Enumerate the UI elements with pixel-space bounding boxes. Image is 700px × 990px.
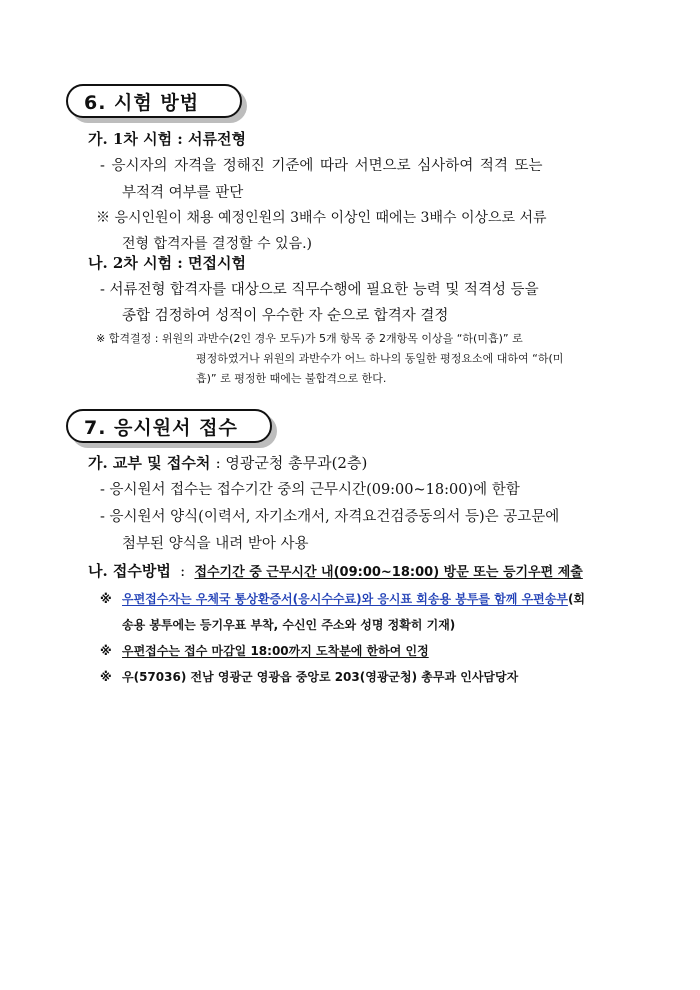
note-mark: ※: [100, 592, 112, 606]
section-6-na-note-1: ※ 합격결정 : 위원의 과반수(2인 경우 모두)가 5개 항목 중 2개항목 이상을 “하(미흡)” 로: [96, 332, 523, 345]
section-6-ga-note-2: 전형 합격자를 결정할 수 있음.): [122, 236, 313, 252]
section-7-ga-title-prefix: 가. 교부 및 접수처: [88, 454, 211, 472]
section-6-ga-title: 가. 1차 시험 : 서류전형: [88, 130, 247, 148]
section-7-note-3-text: 우(57036) 전남 영광군 영광읍 중앙로 203(영광군청) 총무과 인사담당자: [122, 670, 519, 684]
section-6-ga-note-1: ※ 응시인원이 채용 예정인원의 3배수 이상인 때에는 3배수 이상으로 서류: [96, 210, 547, 226]
section-7-header: [66, 409, 272, 443]
section-7-note-3: [100, 668, 518, 685]
section-7-ga-line-2: - 응시원서 양식(이력서, 자기소개서, 자격요건검증동의서 등)은 공고문에: [100, 509, 560, 525]
section-6-na-note-2: 평정하였거나 위원의 과반수가 어느 하나의 동일한 평정요소에 대하여 “하(미: [196, 352, 564, 365]
section-7-na-title-colon: :: [180, 562, 186, 580]
section-7-ga-title: [88, 452, 367, 473]
section-6-header: [66, 84, 242, 118]
section-7-title: 7. 응시원서 접수: [66, 409, 272, 443]
section-7-ga-line-1: - 응시원서 접수는 접수기간 중의 근무시간(09:00~18:00)에 한함: [100, 482, 520, 498]
section-7-note-1-tail: (회: [567, 592, 586, 606]
section-6-na-line-1: - 서류전형 합격자를 대상으로 직무수행에 필요한 능력 및 적격성 등을: [100, 282, 539, 298]
section-7-note-1: [100, 590, 585, 607]
section-6-na-line-2: 종합 검정하여 성적이 우수한 자 순으로 합격자 결정: [122, 308, 449, 324]
section-7-note-1-line-1: 우편접수자는 우체국 통상환증서(응시수수료)와 응시표 회송용 봉투를 함께 우편송부: [122, 592, 568, 606]
section-7-note-2: [100, 642, 429, 659]
section-7-na-title-value: 접수기간 중 근무시간 내(09:00~18:00) 방문 또는 등기우편 제출: [194, 565, 583, 580]
section-7-ga-line-3: 첨부된 양식을 내려 받아 사용: [122, 536, 309, 552]
section-6-na-note-3: 흡)” 로 평정한 때에는 불합격으로 한다.: [196, 372, 387, 385]
section-6-na-title: 나. 2차 시험 : 면접시험: [88, 254, 247, 272]
section-7-note-1-line-2: 송용 봉투에는 등기우표 부착, 수신인 주소와 성명 정확히 기재): [122, 618, 456, 632]
section-6-ga-line-1: - 응시자의 자격을 정해진 기준에 따라 서면으로 심사하여 적격 또는: [100, 158, 543, 174]
section-7-note-2-text: 우편접수는 접수 마감일 18:00까지 도착분에 한하여 인정: [122, 644, 429, 658]
section-6-ga-line-2: 부적격 여부를 판단: [122, 185, 244, 201]
section-7-na-title-prefix: 나. 접수방법: [88, 562, 171, 580]
section-7-ga-title-value: : 영광군청 총무과(2층): [215, 454, 368, 472]
section-6-title: 6. 시험 방법: [66, 84, 242, 118]
section-7-na-title: [88, 560, 583, 581]
note-mark: ※: [100, 644, 112, 658]
note-mark: ※: [100, 670, 112, 684]
